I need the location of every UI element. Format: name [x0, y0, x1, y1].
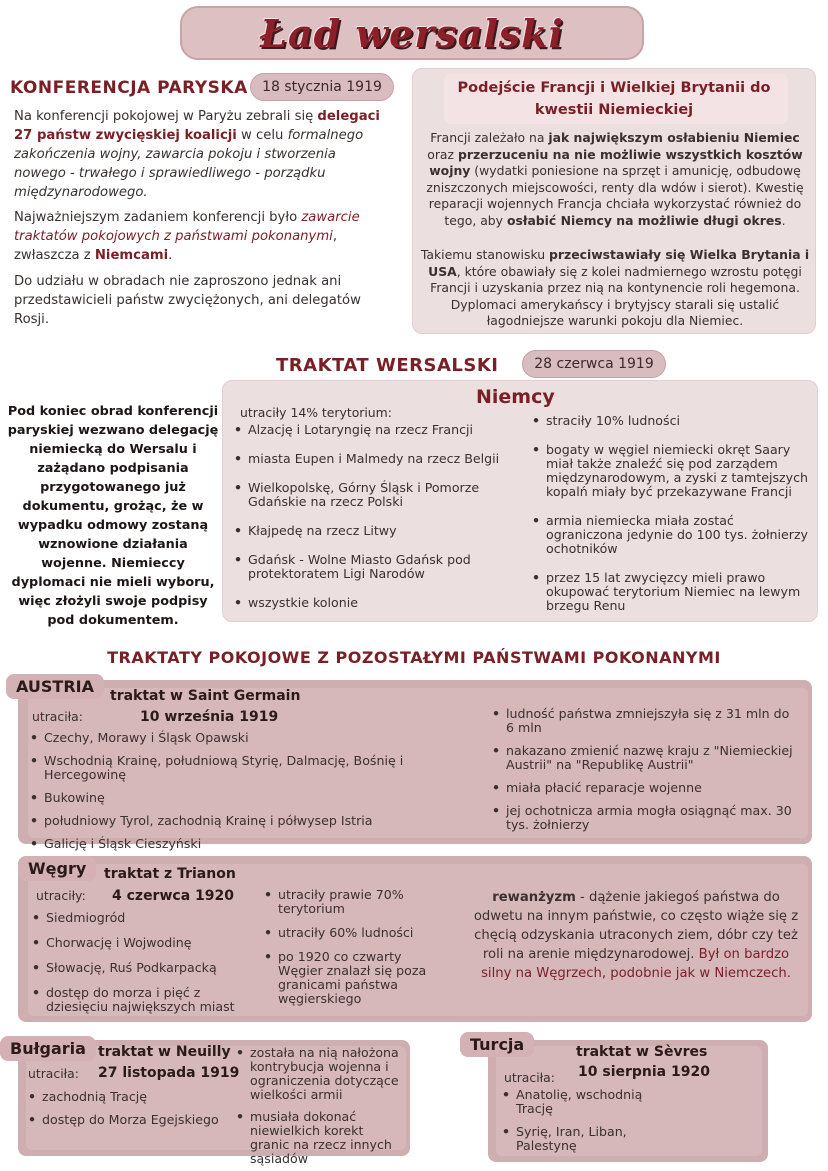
approach-heading-line-1: Podejście Francji i Wielkiej Brytanii do: [457, 80, 771, 96]
list-item: • Anatolię, wschodnią Trację: [500, 1088, 660, 1116]
list-item: • musiała dokonać niewielkich korekt granic na rzecz innych sąsiadów: [234, 1110, 404, 1166]
list-item: • straciły 10% ludności: [530, 414, 812, 428]
conference-paragraph-2: [14, 208, 384, 265]
bulgaria-treaty: traktat w Neuilly: [98, 1044, 231, 1060]
text: Najważniejszym zadaniem konferencji było: [14, 210, 302, 225]
highlight: delegaci 27 państw zwycięskiej koalicji: [14, 109, 380, 143]
list-item: • armia niemiecka miała zostać ograniczona jedynie do 100 tys. żołnierzy ochotników: [530, 514, 812, 556]
list-item: • miasta Eupen i Malmedy na rzecz Belgii: [232, 452, 510, 466]
text: Francji zależało na: [430, 130, 549, 145]
conference-paragraph-1: [14, 107, 384, 202]
list-item: • po 1920 co czwarty Węgier znalazł się poza granicami państwa węgierskiego: [262, 950, 438, 1006]
list-item: • Słowację, Ruś Podkarpacką: [30, 961, 262, 975]
text: .: [781, 212, 786, 228]
hungary-lost-label: utraciły:: [36, 888, 86, 903]
list-item: • dostęp do morza i pięć z dziesięciu największych miast: [30, 986, 262, 1014]
approach-paragraph-2: [418, 247, 812, 330]
list-item: • południowy Tyrol, zachodnią Krainę i półwysep Istria: [28, 814, 478, 828]
text: - dążenie jakiegoś państwa do odwetu na innym państwie, co często wiąże się z chęcią odzyskania utraconych ziem, dóbr czy też roli na arenie międzynarodowej.: [473, 890, 799, 962]
text: Takiemu stanowisku: [420, 247, 550, 262]
bulgaria-lost-list: [26, 1090, 226, 1136]
germany-lost-list: [232, 423, 510, 625]
list-item: • ludność państwa zmniejszyła się z 31 mln do 6 mln: [490, 707, 800, 735]
hungary-tab: Węgry: [18, 856, 96, 881]
conference-date: 18 stycznia 1919: [250, 73, 394, 101]
hungary-treaty: traktat z Trianon: [104, 866, 236, 882]
list-item: • Galicję i Śląsk Cieszyński: [28, 837, 478, 851]
text: oraz: [427, 146, 458, 162]
austria-lost-list: [28, 731, 478, 860]
list-item: • Gdańsk - Wolne Miasto Gdańsk pod protektoratem Ligi Narodów: [232, 553, 510, 581]
text: , zwłaszcza z: [14, 229, 338, 263]
page-title: Ład wersalski: [260, 10, 564, 56]
bulgaria-date: 27 listopada 1919: [98, 1065, 240, 1081]
bulgaria-tab: Bułgaria: [0, 1036, 96, 1061]
turkey-date: 10 sierpnia 1920: [578, 1064, 710, 1080]
conference-paragraph-3: Do udziału w obradach nie zaproszono jednak ani przedstawicieli państw zwyciężonych, ani delegatów Rosji.: [14, 274, 361, 327]
austria-lost-label: utraciła:: [32, 709, 83, 724]
revanchism-definition: [468, 888, 804, 983]
list-item: • Kłajpedę na rzecz Litwy: [232, 524, 510, 538]
text: .: [168, 248, 173, 263]
list-item: • Wschodnią Krainę, południową Styrię, Dalmację, Bośnię i Hercegowinę: [28, 754, 478, 782]
list-item: • utraciły 60% ludności: [262, 926, 438, 940]
list-item: • Bukowinę: [28, 791, 478, 805]
text: formalnego zakończenia wojny, zawarcia pokoju i stworzenia nowego - trwałego i sprawiedliwego - porządku międzynarodowego.: [14, 128, 364, 200]
versailles-heading: TRAKTAT WERSALSKI: [276, 355, 499, 376]
text: Na konferencji pokojowej w Paryżu zebrali się: [14, 109, 318, 124]
versailles-intro: Pod koniec obrad konferencji paryskiej wezwano delegację niemiecką do Wersalu i zażądano podpisania przygotowanego już dokumentu, grożąc, że w wypadku odmowy zostaną wznowione działania wojenne. Niemieccy dyplomaci nie mieli wyboru, więc złożyli swoje podpisy pod dokumentem.: [7, 404, 219, 628]
highlight: zawarcie traktatów pokojowych z państwami pokonanymi: [14, 210, 360, 244]
highlight: osłabić Niemcy na możliwie długi okres: [506, 212, 782, 228]
hungary-other-list: [262, 888, 438, 1016]
text: , które obawiały się z kolei nadmiernego wzrostu potęgi Francji i uzyskania przez nią na kontynencie roli hegemona. Dyplomaci amerykańscy i brytyjscy starali się ustalić łagodniejsze warunki pokoju dla Niemiec.: [430, 263, 802, 328]
list-item: • bogaty w węgiel niemiecki okręt Saary miał także znaleźć się pod zarządem międzynarodowym, a zyski z tamtejszych kopalń miały być przekazywane Francji: [530, 443, 812, 499]
list-item: • Syrię, Iran, Liban, Palestynę: [500, 1125, 660, 1153]
hungary-lost-list: [30, 911, 262, 1025]
list-item: • Chorwację i Wojwodinę: [30, 936, 262, 950]
austria-other-list: [490, 707, 800, 841]
approach-paragraph-1: [418, 130, 812, 229]
list-item: • Alzację i Lotaryngię na rzecz Francji: [232, 423, 510, 437]
highlight: Niemcami: [94, 248, 169, 263]
list-item: • wszystkie kolonie: [232, 596, 510, 610]
turkey-lost-label: utraciła:: [504, 1070, 555, 1085]
austria-date: 10 września 1919: [140, 709, 279, 725]
hungary-date: 4 czerwca 1920: [112, 888, 234, 904]
list-item: • dostęp do Morza Egejskiego: [26, 1113, 226, 1127]
highlight: przerzuceniu na nie możliwie wszystkich kosztów wojny: [429, 146, 803, 178]
conference-heading: KONFERENCJA PARYSKA: [10, 78, 248, 98]
text: (wydatki poniesione na sprzęt i amunicję, odbudowę zniszczonych miejscowości, renty dla wdów i sierot). Kwestię reparacji wojennych Francja chciała wykorzystać również do tego, aby: [426, 163, 804, 228]
term: rewanżyzm: [492, 890, 576, 905]
highlight: Był on bardzo silny na Węgrzech, podobnie jak w Niemczech.: [481, 947, 791, 981]
list-item: • Czechy, Morawy i Śląsk Opawski: [28, 731, 478, 745]
germany-heading: Niemcy: [476, 386, 555, 408]
highlight: jak największym osłabieniu Niemiec: [548, 130, 800, 145]
title-banner: [180, 6, 644, 60]
list-item: • przez 15 lat zwycięzcy mieli prawo okupować terytorium Niemiec na lewym brzegu Renu: [530, 571, 812, 613]
list-item: • jej ochotnicza armia mogła osiągnąć max. 30 tys. żołnierzy: [490, 804, 800, 832]
approach-heading-line-2: kwestii Niemieckiej: [534, 102, 694, 118]
list-item: • Siedmiogród: [30, 911, 262, 925]
versailles-date: 28 czerwca 1919: [522, 350, 666, 378]
bulgaria-other-list: [234, 1046, 404, 1171]
list-item: • utraciły prawie 70% terytorium: [262, 888, 438, 916]
list-item: • nakazano zmienić nazwę kraju z "Niemieckiej Austrii" na "Republikę Austrii": [490, 744, 800, 772]
approach-heading: [412, 77, 816, 121]
list-item: • miała płacić reparacje wojenne: [490, 781, 800, 795]
others-heading: TRAKTATY POKOJOWE Z POZOSTAŁYMI PAŃSTWAMI POKONANYMI: [107, 648, 721, 667]
austria-treaty: traktat w Saint Germain: [110, 688, 301, 704]
highlight: przeciwstawiały się Wielka Brytania i USA: [428, 247, 810, 279]
turkey-treaty: traktat w Sèvres: [576, 1044, 708, 1060]
turkey-lost-list: [500, 1088, 660, 1162]
bulgaria-lost-label: utraciła:: [28, 1066, 79, 1081]
list-item: • zachodnią Trację: [26, 1090, 226, 1104]
germany-other-list: [530, 414, 812, 628]
list-item: • Wielkopolskę, Górny Śląsk i Pomorze Gdańskie na rzecz Polski: [232, 481, 510, 509]
turkey-tab: Turcja: [460, 1032, 534, 1057]
germany-lost-label: utraciły 14% terytorium:: [240, 405, 392, 420]
text: w celu: [236, 128, 288, 143]
list-item: • została na nią nałożona kontrybucja wojenna i ograniczenia dotyczące wielkości armii: [234, 1046, 404, 1102]
austria-tab: AUSTRIA: [6, 674, 104, 699]
